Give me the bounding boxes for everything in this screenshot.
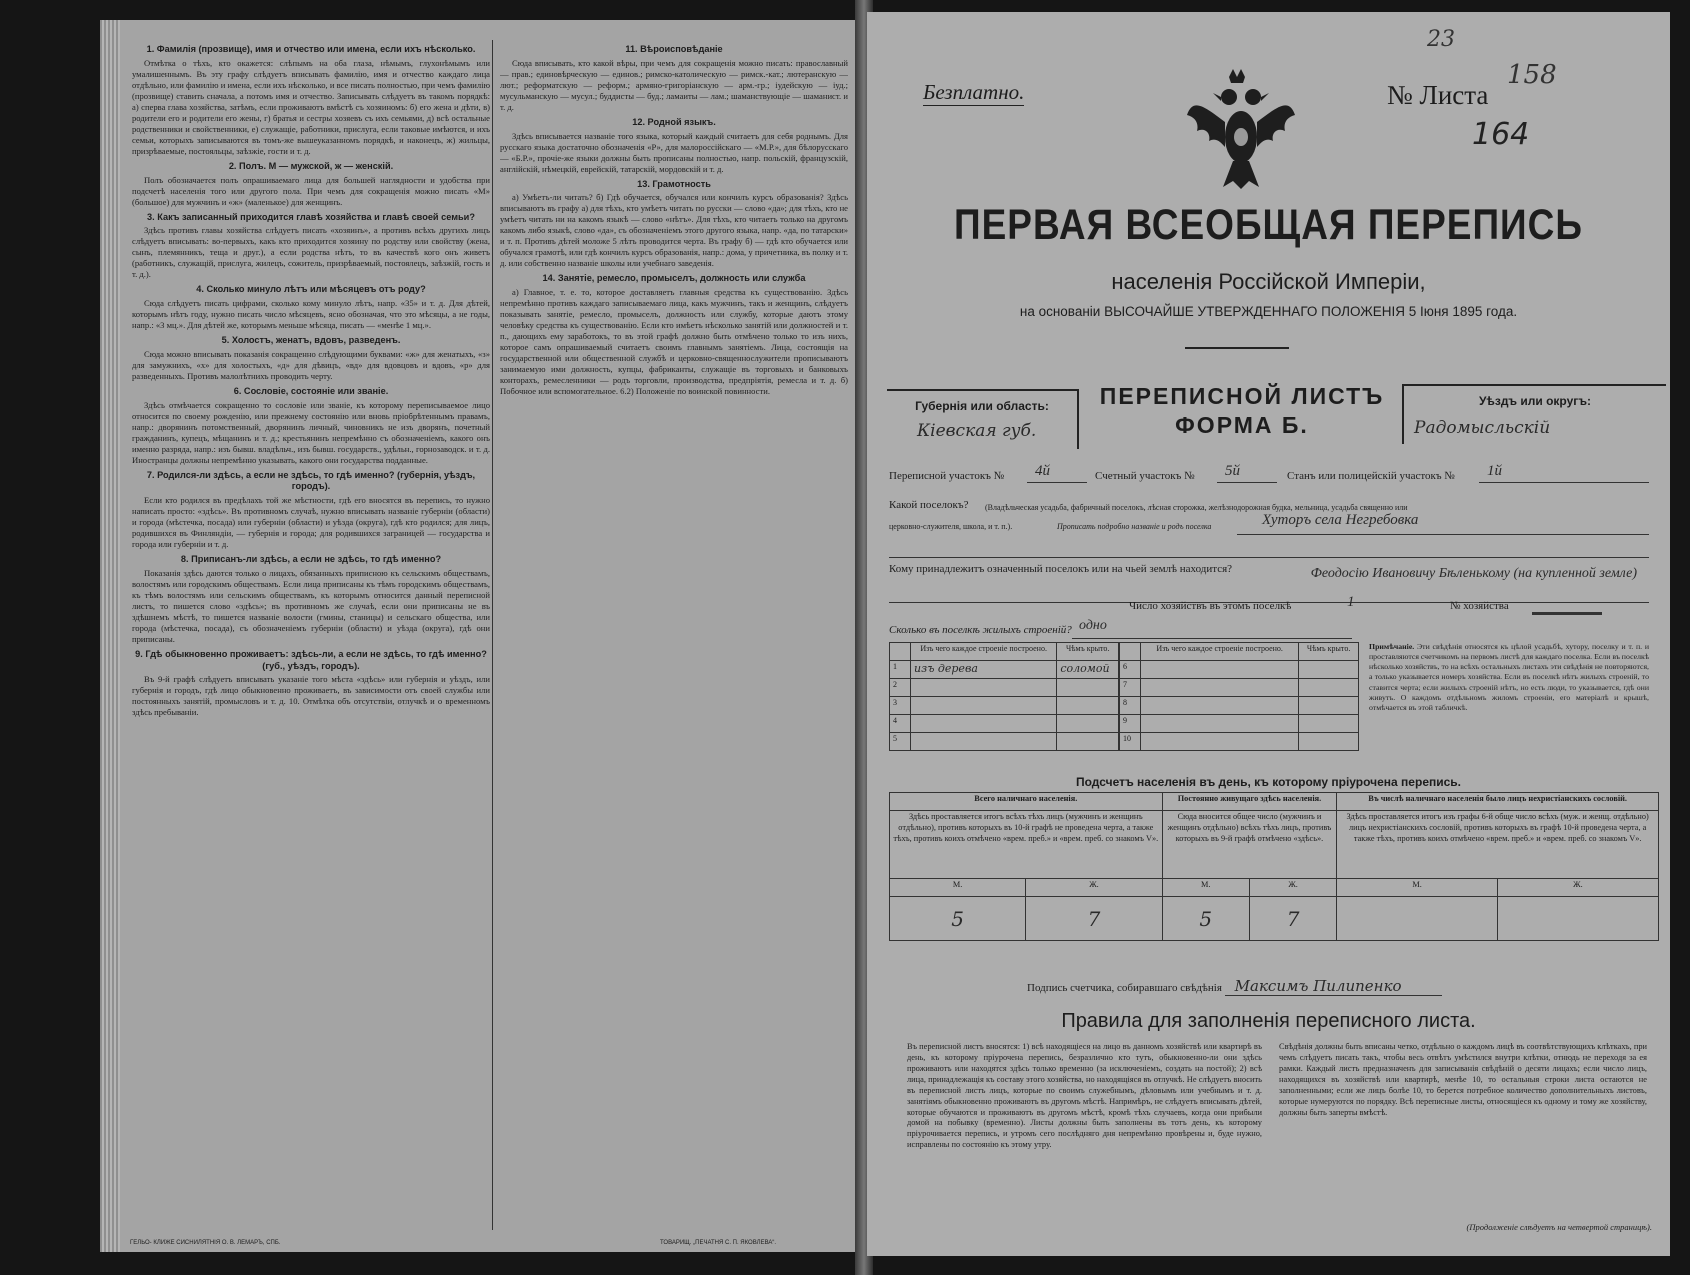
province-label: Губернія или область: (915, 399, 1049, 413)
note-title: Примѣчаніе. (1369, 642, 1415, 651)
divider (1185, 347, 1289, 349)
settlement-hint-2: церковно-служителя, школа, и т. п.). (889, 522, 1013, 531)
permanent-male: 5 (1162, 897, 1249, 941)
column-header: Всего наличнаго населенія. (890, 793, 1163, 811)
row-number: 7 (1120, 679, 1141, 697)
page-edge (100, 20, 120, 1252)
owner-label: Кому принадлежитъ означенный поселокъ или на чьей землѣ находится? (889, 563, 1233, 575)
buildings-label: Сколько въ поселкѣ жилыхъ строеній? (889, 624, 1072, 636)
left-page (100, 20, 862, 1252)
province-value: Кіевская губ. (917, 421, 1037, 441)
section-body: Сюда слѣдуетъ писать цифрами, сколько кому минуло лѣтъ, напр. «35» и т. д. Для дѣтей, которымъ нѣтъ году, нужно писать число мѣсяцевъ, ясно обозначая, что это мѣсяцы, а не годы, напр.: «3 мц.». Для дѣтей же, которымъ меньше мѣсяца, писать — «менѣе 1 мц.». (132, 298, 490, 331)
page-subtitle: населенія Россійской Имперіи, (1111, 269, 1426, 294)
section-heading: 9. Гдѣ обыкновенно проживаетъ: здѣсь-ли, а если не здѣсь, то гдѣ именно? (губ., уѣздъ, городъ). (135, 648, 487, 671)
section (132, 554, 490, 645)
row-number: 2 (890, 679, 911, 697)
column-header: Въ числѣ наличнаго населенія было лицъ нехристіанскихъ сословій. (1337, 793, 1659, 811)
column-header: Чѣмъ крыто. (1057, 643, 1119, 661)
section-body: Полъ обозначается полъ опрашиваемаго лица для большей наглядности и удобства при подсчетѣ населенія того или другого пола. При чемъ для сокращенія можно писать «М» (большое) для мужчинъ и «ж» (маленькое) для женщинъ. (132, 174, 490, 207)
column-header: Постоянно живущаго здѣсь населенія. (1162, 793, 1337, 811)
section (500, 179, 848, 270)
column-description: Здѣсь проставляется итогъ изъ графы 6-й обще число всѣхъ (муж. и женщ. отдѣльно) лицъ нехристіанскихъ сословій, противъ которыхъ въ графѣ 10-й проведена черта, а также тѣхъ, противъ коихъ отмѣчено «врем. преб.» и «врем. преб. со знакомъ V». (1337, 811, 1659, 879)
legal-basis: на основаніи ВЫСОЧАЙШЕ УТВЕРЖДЕННАГО ПОЛОЖЕНІЯ 5 Іюня 1895 года. (1019, 304, 1518, 319)
population-table (889, 792, 1659, 941)
owner-value: Феодосію Ивановичу Бѣленькому (на купленной земле) (1310, 566, 1637, 581)
sheet-number-alt: 158 (1507, 60, 1557, 90)
rules-title: Правила для заполненія переписного листа. (1061, 1010, 1476, 1032)
sheet-number-handwritten: 164 (1472, 117, 1530, 152)
section-heading: 12. Родной языкъ. (632, 116, 716, 127)
signature-label: Подпись счетчика, собиравшаго свѣдѣнія (1027, 982, 1222, 994)
section-heading: 1. Фамилія (прозвище), имя и отчество или имена, если ихъ нѣсколько. (146, 44, 476, 54)
building-material: изъ дерева (911, 661, 1057, 679)
female-header: Ж. (1497, 879, 1658, 897)
settlement-value: Хуторъ села Негребовка (1262, 512, 1419, 528)
count-district-value: 5й (1225, 463, 1240, 479)
buildings-value: одно (1079, 618, 1107, 633)
row-number: 8 (1120, 697, 1141, 715)
section-body: а) Умѣетъ-ли читать? б) Гдѣ обучается, обучался или кончилъ курсъ образованія? Здѣсь вписываютъ въ графу а) для тѣхъ, кто умѣетъ читать по русски — слово «да»; для тѣхъ, кто не умѣетъ читать ни на какомъ языкѣ — слово «нѣтъ». Для тѣхъ, кто читаетъ только на другомъ какомъ либо языкѣ, слово «да», съ обозначеніемъ этого другого языка, напр. «да, по татарски» и т. п. Противъ дѣтей моложе 5 лѣтъ проводится черта. Въ графу б) — гдѣ кто обучается или обучался грамотѣ, или гдѣ кончилъ курсъ образованія, напр.: дома, у причетника, въ полку и т. д. или собственно названіе школы или учебнаго заведенія. (500, 192, 848, 269)
section (500, 44, 848, 113)
section (132, 470, 490, 551)
male-header: М. (1162, 879, 1249, 897)
police-district-label: Станъ или полицейскій участокъ № (1287, 470, 1455, 482)
section-heading: 6. Сословіе, состояніе или званіе. (233, 385, 389, 396)
province-box (887, 389, 1079, 449)
row-number: 10 (1120, 733, 1141, 751)
sheet-title-line: ПЕРЕПИСНОЙ ЛИСТЪ (1099, 383, 1385, 409)
police-district-value: 1й (1487, 463, 1502, 479)
permanent-female: 7 (1249, 897, 1336, 941)
settlement-hint: (Владѣльческая усадьба, фабричный поселокъ, лѣсная сторожка, желѣзнодорожная будка, мельница, усадьба священно или (985, 503, 1408, 512)
census-district-value: 4й (1035, 463, 1050, 479)
underline (1479, 482, 1649, 483)
district-box (1402, 384, 1666, 444)
instructions-column-right (500, 40, 848, 1230)
count-district-label: Счетный участокъ № (1095, 470, 1195, 482)
section-body: Здѣсь противъ главы хозяйства слѣдуетъ писать «хозяинъ», а противъ всѣхъ другихъ лицъ слѣдуетъ вписывать: во-первыхъ, какъ кто приходится хозяину по родству или свойству (жена, сынъ, племянникъ, теща и друг.), а если родства нѣтъ, то въ качествѣ кого онъ живетъ (работникъ, служащій, прислуга, жилецъ, сожитель, призрѣваемый, постоялецъ, заѣзжій, гость и т. д.). (132, 225, 490, 280)
continued-note: (Продолженіе слѣдуетъ на четвертой страницѣ). (1466, 1222, 1652, 1232)
household-number-dash (1532, 612, 1602, 615)
rules-column-right: Свѣдѣнія должны быть вписаны четко, отдѣльно о каждомъ лицѣ въ соотвѣтствующихъ клѣткахъ, при чемъ слѣдуетъ писать такъ, чтобы весь отвѣтъ умѣстился внутри клѣтки, отнюдь не переходя за ея рамки. Каждый листъ предназначенъ для записыванія свѣдѣній о десяти лицахъ; если число лицъ, находящихся въ хозяйствѣ или квартирѣ, менѣе 10, то остальныя строки листа остаются не заполненными; если же лицъ болѣе 10, то берется потребное количество дополнительныхъ листовъ, которые нумеруются по порядку. Всѣ переписные листы, относящіеся къ одному и тому же хозяйству, должны быть заперты вмѣстѣ. (1279, 1042, 1647, 1117)
female-header: Ж. (1249, 879, 1336, 897)
sheet-number-label: № Листа (1387, 80, 1489, 110)
underline (1237, 534, 1649, 535)
section-heading: 4. Сколько минуло лѣтъ или мѣсяцевъ отъ роду? (196, 284, 426, 295)
right-page (867, 12, 1670, 1256)
section-body: Сюда вписывать, кто какой вѣры, при чемъ для сокращенія можно писать: православный — прав.; единовѣрческую — единов.; римско-католическую — римск.-кат.; лютеранскую — лют.; реформатскую — реформ.; армяно-григоріанскую — арм.-гр.; іудейскую — іуд.; мусульманскую — мусул.; буддисты — буд.; ламаиты — лам.; шаманствующіе — шаманист. и т. д. (500, 57, 848, 112)
section-heading: 14. Занятіе, ремесло, промыселъ, должность или служба (542, 273, 806, 284)
rules-column-left: Въ переписной листъ вносятся: 1) всѣ находящіеся на лицо въ данномъ хозяйствѣ или квартирѣ въ день, къ которому пріурочена перепись, безразлично кто тутъ, обыкновенно-ли они здѣсь проживаютъ или находятся здѣсь только временно (за исключеніемъ, создать на постой); 2) всѣ лица, принадлежащія къ составу этого хозяйства, но находящіяся въ отлучкѣ. Не слѣдуетъ вносить въ переписной листъ лицъ, которые по своимъ служебнымъ, дѣловымъ или учебнымъ и т. д. занятіямъ обыкновенно проживаютъ въ другомъ мѣстѣ. Напримѣръ, не слѣдуетъ вписывать дѣтей, которые обучаются и проживаютъ въ другомъ мѣстѣ, кромѣ тѣхъ случаевъ, когда они прибыли домой на побывку (временно). Листы должны быть заполнены въ тотъ день, къ которому пріурочивается перепись, и утромъ сего послѣдняго дня непремѣнно провѣрены и, буде нужно, исправлены по состоянію къ этому утру. (907, 1042, 1262, 1150)
double-headed-eagle-icon (1185, 67, 1297, 192)
section (132, 284, 490, 331)
settlement-label: Какой поселокъ? (889, 499, 969, 511)
archive-page-number: 23 (1427, 27, 1455, 52)
underline (889, 557, 1649, 558)
column-header: Изъ чего каждое строеніе построено. (911, 643, 1057, 661)
signature-line (1027, 977, 1442, 995)
form-label: ФОРМА Б. (1175, 411, 1309, 438)
section-body: Въ 9-й графѣ слѣдуетъ вписывать указаніе того мѣста «здѣсь» или губернія и уѣздъ, или губернія и городъ, гдѣ лицо обыкновенно проживаетъ, въ зависимости отъ своей службы или постоянныхъ занятій, промысловъ и т. д. 10. Отмѣтка объ отсутствіи, отлучкѣ и о временномъ здѣсь пребываніи. (132, 674, 490, 718)
underline (1217, 482, 1277, 483)
household-number-label: № хозяйства (1450, 600, 1509, 612)
district-value: Радомысльскій (1414, 418, 1551, 438)
section-heading: 11. Вѣроисповѣданіе (625, 44, 723, 54)
section (500, 273, 848, 397)
section-heading: 13. Грамотность (637, 178, 711, 189)
section (132, 212, 490, 281)
households-label: Число хозяйствъ въ этомъ поселкѣ (1129, 600, 1292, 612)
section-body: Показанія здѣсь даются только о лицахъ, обязанныхъ приписною къ сельскимъ обществамъ, волостямъ или городскимъ обществамъ. Если лица приписаны къ тѣмъ городскимъ обществамъ, къ тѣмъ волостямъ или сельскимъ обществамъ, къ которымъ относится данный переписной листъ, то пишется слово «здѣсь»; въ противномъ же случаѣ, если они приписаны не въ здѣшнемъ мѣстѣ, то пишется названіе волости (гмины, станицы) и сельскаго общества, или города (мѣстечка, посада), съ обозначеніемъ губерніи (области) и уѣзда (округа), гдѣ они приписаны. (132, 567, 490, 644)
households-value: 1 (1347, 594, 1355, 610)
section (132, 386, 490, 466)
section-body: Если кто родился въ предѣлахъ той же мѣстности, гдѣ его вносятся въ перепись, то нужно написать просто: «здѣсь». Въ противномъ случаѣ, нужно вписывать названіе губерніи (области) и города (мѣстечка, посада) или губерніи (области) и уѣзда (округа), гдѣ кто родился; для лицъ, родившихся въ Финляндіи, — губернія и города; для родившихся заграницей — государства и города или губерніи и т. д. (132, 495, 490, 550)
column-description: Сюда вносится общее число (мужчинъ и женщинъ отдѣльно) всѣхъ тѣхъ лицъ, противъ которыхъ въ 9-й графѣ отмѣчено «здѣсь». (1162, 811, 1337, 879)
sheet-title (1082, 382, 1402, 440)
section-heading: 3. Какъ записанный приходится главѣ хозяйства и главѣ своей семьи? (147, 211, 475, 222)
section-heading: 5. Холостъ, женатъ, вдовъ, разведенъ. (221, 335, 401, 346)
row-number: 9 (1120, 715, 1141, 733)
district-label: Уѣздъ или округъ: (1478, 394, 1592, 408)
free-of-charge-label: Безплатно. (923, 80, 1025, 104)
total-male: 5 (890, 897, 1026, 941)
row-number: 1 (890, 661, 911, 679)
section-body: Сюда можно вписывать показанія сокращенно слѣдующими буквами: «ж» для женатыхъ, «з» для замужнихъ, «х» для холостыхъ, «д» для дѣвицъ, «вд» для вдовцовъ и вдовъ, «р» для разведенныхъ. Противъ малолѣтнихъ проводить черту. (132, 348, 490, 381)
note-text: Эти свѣдѣнія относятся къ цѣлой усадьбѣ, хутору, поселку и т. п. и проставляются счетчикомъ на первомъ листѣ для каждаго поселка. Если въ поселкѣ нѣсколько хозяйствъ, то на всѣхъ остальныхъ листахъ эти свѣдѣнія не повторяются, а только указывается номеръ хозяйства. Если въ поселкѣ нѣтъ жилыхъ строеній, то ставится черта; если жилыхъ строеній нѣтъ, но есть люди, то указывается, гдѣ они живутъ. О каждомъ отдѣльномъ жиломъ строеніи, его матеріалѣ и крышѣ, отмѣчается въ этой табличкѣ. (1369, 642, 1649, 712)
section-heading: 2. Полъ. М — мужской, ж — женскій. (228, 160, 394, 171)
buildings-table-left (889, 642, 1119, 751)
printer-footer-right: ТОВАРИЩ. „ПЕЧАТНЯ С. П. ЯКОВЛЕВА“. (660, 1240, 777, 1246)
total-female: 7 (1026, 897, 1162, 941)
section-body: а) Главное, т. е. то, которое доставляетъ главныя средства къ существованію. Здѣсь непремѣнно противъ каждаго записываемаго лица, какъ мужчинъ, такъ и женщинъ, слѣдуетъ показывать занятіе, ремесло, промыселъ, должность или службу, которые даютъ этому человѣку средства къ существованію. Если кто имѣетъ нѣсколько занятій или должностей и т. п., дающихъ ему заработокъ, то въ этой графѣ должно быть отмѣчено только то изъ нихъ, которое самъ опрашиваемый считаетъ своимъ главнымъ занятіемъ. Лица, состоящія на государственной или общественной службѣ и церковно-священнослужители прописываютъ занимаемую ими должность, купцы, фабриканты, служащіе въ торговыхъ и банковыхъ конторахъ, ремесленники — родъ торговли, производства, предпріятія, ремесла и т. д. б) Побочное или вспомогательное. 6.2) Положеніе по воинской повинности. (500, 287, 848, 397)
section-body: Отмѣтка о тѣхъ, кто окажется: слѣпымъ на оба глаза, нѣмымъ, глухонѣмымъ или умалишеннымъ. Въ эту графу слѣдуетъ вписывать фамилію, имя и отчество каждаго лица отдѣльно, или фамилію и имена, если ихъ нѣсколько, и все писать полностью, при чемъ фамилію (прозвище) ставить сначала, а потомъ имя и отчество. Записывать слѣдуетъ въ такомъ порядкѣ: а) сперва глава хозяйства, затѣмъ, если проживаютъ вмѣстѣ съ хозяиномъ: б) его жена и дѣти, в) родители его и родители его жены, г) братья и сестры хозяевъ съ ихъ семьями, д) всѣ остальные родственники и свойственники, е) служащіе, работники, прислуга, если таковые имѣются, и ихъ семьи, которыхъ записываются въ томъ-же вышеуказанномъ порядкѣ, и наконецъ, ж) жильцы, призрѣваемые, постояльцы, заѣзжіе, гости и т. д. (132, 57, 490, 156)
row-number: 4 (890, 715, 911, 733)
census-district-label: Переписной участокъ № (889, 470, 1005, 482)
male-header: М. (1337, 879, 1497, 897)
female-header: Ж. (1026, 879, 1162, 897)
section (132, 161, 490, 208)
column-description: Здѣсь проставляется итогъ всѣхъ тѣхъ лицъ (мужчинъ и женщинъ отдѣльно), противъ которыхъ въ 10-й графѣ не проведена черта, а также тѣхъ, противъ коихъ отмѣчено «врем. преб.» и «врем. преб. со знакомъ V». (890, 811, 1163, 879)
row-number: 6 (1120, 661, 1141, 679)
male-header: М. (890, 879, 1026, 897)
signature-value: Максимъ Пилипенко (1225, 977, 1442, 996)
section-heading: 7. Родился-ли здѣсь, а если не здѣсь, то гдѣ именно? (губернія, уѣздъ, городъ). (146, 469, 476, 492)
printer-footer-left: ГЕЛЬО- КЛИЖЕ СИСНИЛЯТНІЯ О. В. ЛЕМАРЪ, СПБ. (130, 1240, 281, 1246)
column-divider (492, 40, 493, 1230)
building-roof: соломой (1057, 661, 1119, 679)
section (132, 44, 490, 157)
section (132, 649, 490, 719)
population-count-title: Подсчетъ населенія въ день, къ которому пріурочена перепись. (1076, 775, 1461, 789)
underline (1027, 482, 1087, 483)
row-number: 5 (890, 733, 911, 751)
note (1369, 642, 1649, 713)
column-header: Чѣмъ крыто. (1299, 643, 1359, 661)
underline (1072, 638, 1352, 639)
section-heading: 8. Приписанъ-ли здѣсь, а если не здѣсь, то гдѣ именно? (180, 554, 442, 565)
section (132, 335, 490, 382)
section (500, 117, 848, 175)
settlement-hint-3: Прописать подробно названіе и родъ поселка (1057, 522, 1212, 531)
buildings-table-right (1119, 642, 1359, 751)
row-number: 3 (890, 697, 911, 715)
page-title: ПЕРВАЯ ВСЕОБЩАЯ ПЕРЕПИСЬ (954, 200, 1583, 248)
section-body: Здѣсь отмѣчается сокращенно то сословіе или званіе, къ которому переписываемое лицо относится по своему рожденію, или прежнему состоянію или вновь пріобрѣтеннымъ правамъ, напр.: дворянинъ потомственный, дворянинъ личный, чиновникъ не изъ дворянъ, почетный гражданинъ, купецъ, мѣщанинъ и т. д.; крестьянинъ непремѣнно съ обозначеніемъ, какого онъ именно разряда, напр.: изъ бывш. владѣльч., изъ бывш. государств., удѣльн., горнозаводск. и т. д. Иностранцы должны непремѣнно указывать, какого они государства подданные. (132, 399, 490, 465)
instructions-column-left (132, 40, 490, 1230)
column-header: Изъ чего каждое строеніе построено. (1141, 643, 1299, 661)
section-body: Здѣсь вписывается названіе того языка, который каждый считаетъ для себя роднымъ. Для русскаго языка достаточно обозначенія «Р», для малороссійскаго — «М.Р.», для бѣлорусскаго — «Б.Р.», прочіе-же языки должны быть прописаны полностью, напр. польскій, французскій, англійскій, нѣмецкій, еврейскій, татарскій, мордовскій и т. д. (500, 130, 848, 174)
